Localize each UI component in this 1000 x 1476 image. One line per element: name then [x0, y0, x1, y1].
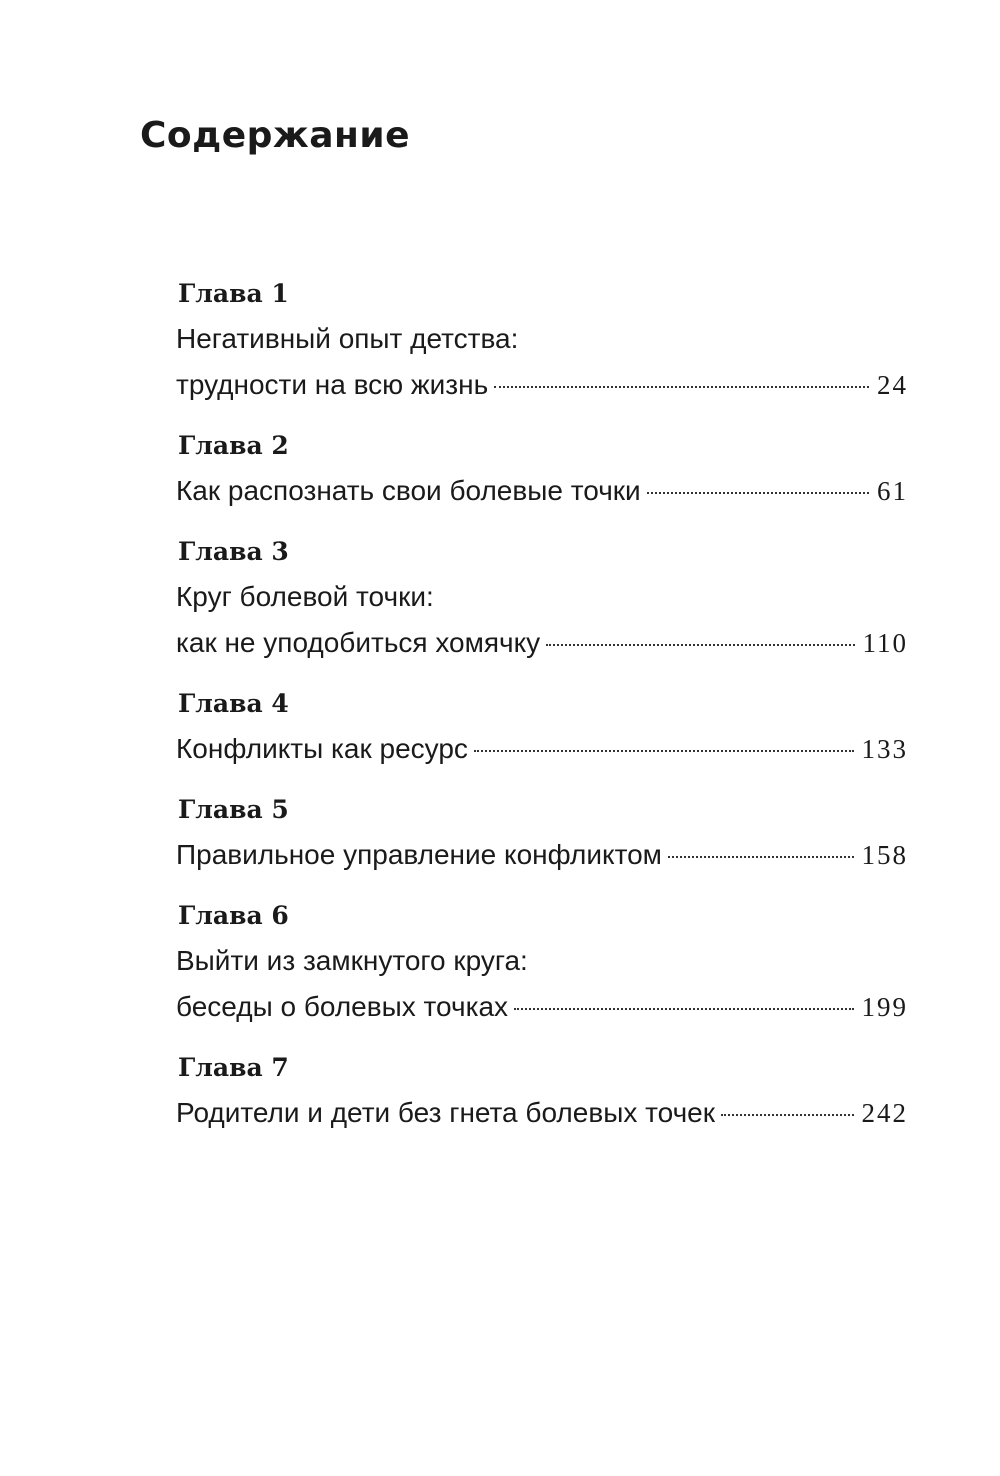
- chapter-title-line: Круг болевой точки:: [176, 581, 434, 612]
- dot-leader: [647, 492, 869, 494]
- dot-leader: [494, 386, 869, 388]
- chapter-title-line: Негативный опыт детства:: [176, 323, 519, 354]
- toc-entry: [176, 1046, 908, 1136]
- chapter-title-row: [176, 832, 908, 878]
- chapter-title-row: [176, 726, 908, 772]
- chapter-title-line: трудности на всю жизнь: [176, 369, 489, 400]
- dot-leader: [721, 1114, 854, 1116]
- toc-entry: [176, 424, 908, 514]
- toc-entry: [176, 272, 908, 408]
- chapter-label: Глава 5: [178, 795, 289, 824]
- chapter-label: Глава 4: [178, 689, 289, 718]
- dot-leader: [514, 1008, 853, 1010]
- chapter-title-line: беседы о болевых точках: [176, 991, 509, 1022]
- chapter-title-line: Конфликты как ресурс: [176, 733, 468, 764]
- chapter-title-line: Правильное управление конфликтом: [176, 839, 662, 870]
- chapter-title-row: [176, 620, 908, 666]
- page-number: 24: [877, 370, 908, 400]
- chapter-title-row: [176, 984, 908, 1030]
- page-number: 110: [862, 628, 908, 658]
- toc-entry: [176, 894, 908, 1030]
- toc-entry: [176, 788, 908, 878]
- table-of-contents: [176, 272, 908, 1152]
- dot-leader: [546, 644, 854, 646]
- chapter-title-row: [176, 468, 908, 514]
- chapter-label: Глава 7: [178, 1053, 289, 1082]
- chapter-label: Глава 2: [178, 431, 289, 460]
- chapter-label: Глава 1: [178, 279, 289, 308]
- chapter-title-line: Как распознать свои болевые точки: [176, 475, 641, 506]
- chapter-label: Глава 6: [178, 901, 289, 930]
- dot-leader: [668, 856, 854, 858]
- page-number: 199: [861, 992, 908, 1022]
- page-number: 242: [861, 1098, 908, 1128]
- page-number: 61: [877, 476, 908, 506]
- chapter-label: Глава 3: [178, 537, 289, 566]
- page-number: 158: [861, 840, 908, 870]
- dot-leader: [474, 750, 854, 752]
- chapter-title-line: Выйти из замкнутого круга:: [176, 945, 528, 976]
- toc-entry: [176, 530, 908, 666]
- chapter-title-line: Родители и дети без гнета болевых точек: [176, 1097, 715, 1128]
- page-title: Содержание: [140, 115, 411, 156]
- page-number: 133: [861, 734, 908, 764]
- chapter-title-row: [176, 362, 908, 408]
- chapter-title-line: как не уподобиться хомячку: [176, 627, 541, 658]
- chapter-title-row: [176, 1090, 908, 1136]
- toc-entry: [176, 682, 908, 772]
